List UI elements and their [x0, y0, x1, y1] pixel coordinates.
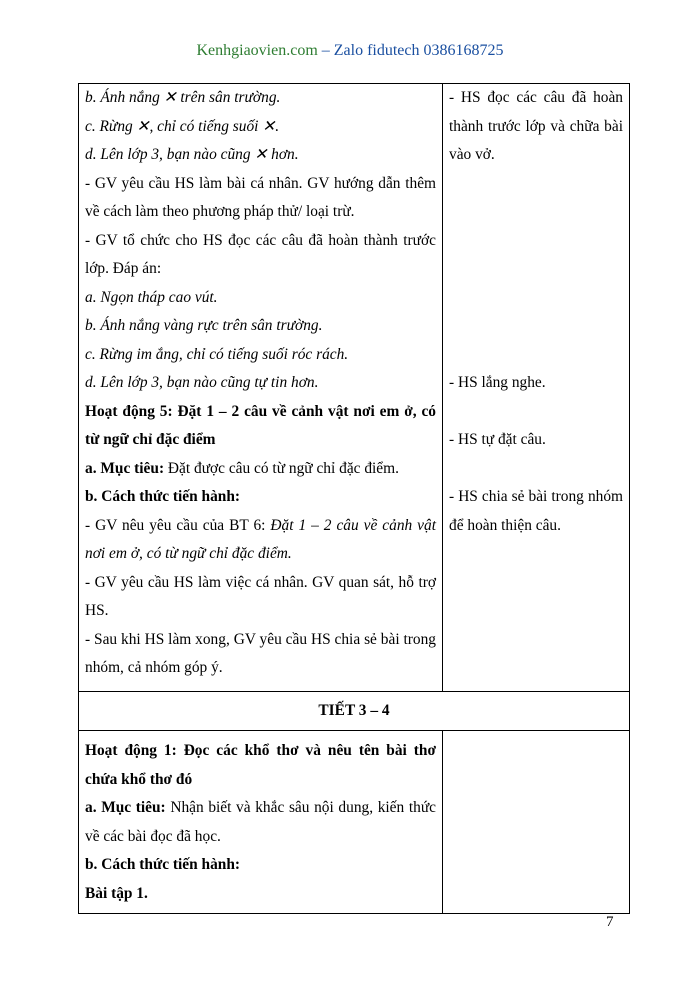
goal-label: a. Mục tiêu:	[85, 459, 165, 477]
list-item: b. Ánh nắng ✕ trên sân trường.	[85, 89, 281, 106]
method-label: b. Cách thức tiến hành:	[85, 856, 241, 873]
page-header	[0, 42, 700, 60]
student-note: - HS đọc các câu đã hoàn thành trước lớp và chữa bài vào vở.	[449, 89, 623, 163]
list-item: - GV yêu cầu HS làm việc cá nhân. GV quan sát, hỗ trợ HS.	[85, 573, 436, 619]
section-title: TIẾT 3 – 4	[79, 692, 630, 731]
activity-heading: Hoạt động 1: Đọc các khổ thơ và nêu tên bài thơ chứa khổ thơ đó	[85, 742, 436, 788]
list-item: d. Lên lớp 3, bạn nào cũng tự tin hơn.	[85, 374, 319, 391]
goal-line	[85, 794, 436, 851]
goal-label: a. Mục tiêu:	[85, 799, 166, 816]
student-activities-cell	[443, 84, 630, 692]
student-note: - HS lắng nghe.	[449, 374, 546, 391]
student-activities-cell	[443, 731, 630, 914]
list-item: - GV yêu cầu HS làm bài cá nhân. GV hướng dẫn thêm về cách làm theo phương pháp thử/ loại trừ.	[85, 174, 436, 220]
list-item: - Sau khi HS làm xong, GV yêu cầu HS chia sẻ bài trong nhóm, cả nhóm góp ý.	[85, 630, 436, 676]
header-separator: –	[317, 42, 334, 59]
bt6-prefix: - GV nêu yêu cầu của BT 6:	[85, 516, 271, 534]
teacher-activities-cell	[79, 84, 443, 692]
site-name: Kenhgiaovien.com	[196, 42, 318, 59]
student-note: - HS tự đặt câu.	[449, 431, 546, 448]
exercise-label: Bài tập 1.	[85, 884, 148, 902]
list-item: c. Rừng ✕, chỉ có tiếng suối ✕.	[85, 117, 280, 135]
table-row	[79, 731, 630, 914]
table-row	[79, 692, 630, 731]
student-note: - HS chia sẻ bài trong nhóm để hoàn thiện câu.	[449, 488, 623, 534]
list-item: a. Ngọn tháp cao vút.	[85, 288, 218, 306]
list-item: - GV tổ chức cho HS đọc các câu đã hoàn thành trước lớp. Đáp án:	[85, 231, 436, 277]
list-item: c. Rừng im ắng, chỉ có tiếng suối róc rách.	[85, 345, 349, 363]
list-item: d. Lên lớp 3, bạn nào cũng ✕ hơn.	[85, 146, 299, 163]
lesson-table	[78, 83, 630, 914]
method-label: b. Cách thức tiến hành:	[85, 488, 241, 505]
header-contact: Zalo fidutech 0386168725	[333, 42, 504, 59]
page-number: 7	[606, 914, 614, 930]
goal-text: Nhận biết và khắc sâu nội dung, kiến thức về các bài đọc đã học.	[85, 799, 436, 845]
activity-heading: Hoạt động 5: Đặt 1 – 2 câu về cảnh vật nơi em ở, có từ ngữ chỉ đặc điểm	[85, 402, 436, 448]
list-item: b. Ánh nắng vàng rực trên sân trường.	[85, 317, 323, 334]
bt6-italic: Đặt 1 – 2 câu về cảnh vật nơi em ở, có từ ngữ chỉ đặc điểm.	[85, 516, 436, 562]
goal-text: Đặt được câu có từ ngữ chỉ đặc điểm.	[164, 459, 399, 477]
table-row	[79, 84, 630, 692]
goal-line	[85, 455, 436, 484]
teacher-activities-cell	[79, 731, 443, 914]
bt6-line	[85, 512, 436, 569]
